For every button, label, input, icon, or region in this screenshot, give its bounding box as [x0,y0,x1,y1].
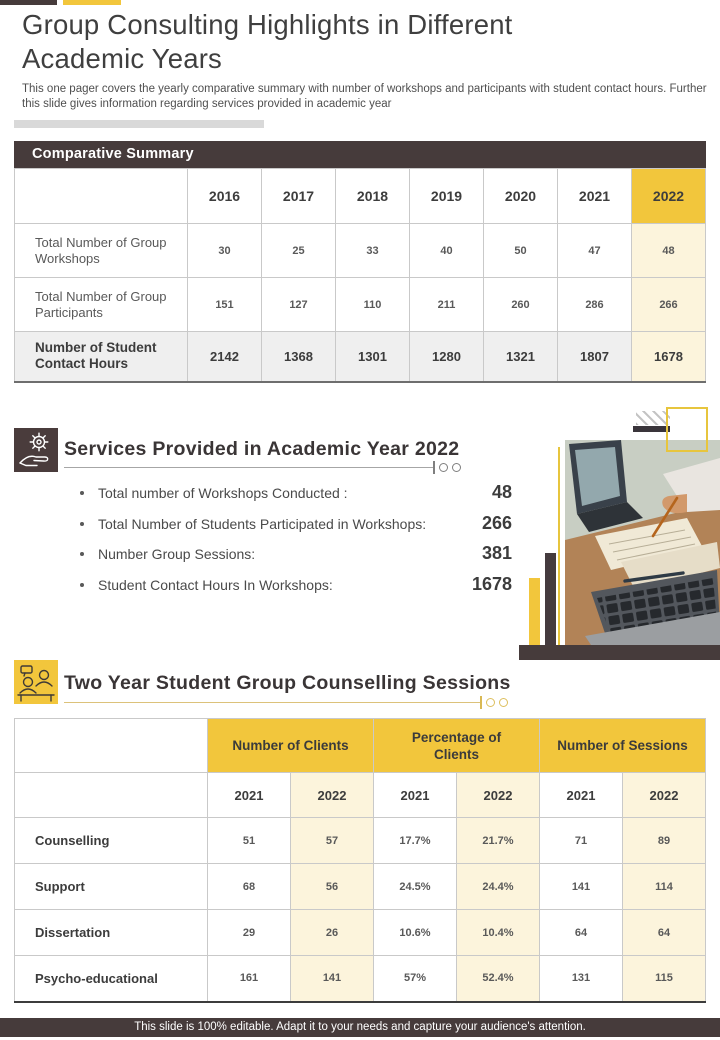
cell: 141 [540,864,623,910]
service-label: Student Contact Hours In Workshops: [98,576,333,593]
cell-highlighted: 21.7% [457,818,540,864]
year-header-highlighted: 2022 [457,773,540,818]
counselling-sessions-table [14,718,706,1003]
cell: 127 [262,278,336,332]
row-label: Total Number of Group Workshops [15,224,188,278]
group-header: Number of Sessions [540,719,706,773]
desk-workspace-photo [565,440,720,645]
list-item [72,573,512,607]
footer-note: This slide is 100% editable. Adapt it to your needs and capture your audience's attention. [0,1018,720,1037]
cell: 1321 [484,332,558,382]
page-subtitle: This one pager covers the yearly comparative summary with number of workshops and participants with student contact hours. Further this slide gives information regarding services provided in academic year [22,83,707,110]
cell-highlighted: 89 [623,818,706,864]
cell: 24.5% [374,864,457,910]
cell: 110 [336,278,410,332]
cell-highlighted: 10.4% [457,910,540,956]
service-label: Total number of Workshops Conducted : [98,485,348,501]
year-header: 2021 [374,773,457,818]
cell: 286 [558,278,632,332]
services-list [72,484,512,606]
service-value: 1678 [471,573,512,594]
corner-cell [15,169,188,224]
services-section-divider [64,461,461,474]
row-label: Total Number of Group Participants [15,278,188,332]
bullet-icon [80,522,84,526]
year-header: 2018 [336,169,410,224]
cell: 161 [208,956,291,1002]
list-item [72,512,512,546]
row-label: Dissertation [15,910,208,956]
table-row [15,910,706,956]
comparative-summary-header: Comparative Summary [14,141,706,168]
service-label: Total Number of Students Participated in Workshops: [98,515,427,532]
table-row [15,818,706,864]
year-header-highlighted: 2022 [291,773,374,818]
comparative-summary-table [14,141,706,383]
cell-highlighted: 57 [291,818,374,864]
counselling-people-icon [14,660,58,704]
dark-bar-decoration [545,553,556,645]
service-label: Number Group Sessions: [98,546,256,562]
cell-highlighted: 52.4% [457,956,540,1002]
cell: 2142 [188,332,262,382]
page-title: Group Consulting Highlights in Different Academic Years [22,9,513,74]
corner-accent-dark [0,0,57,5]
mini-bar-decoration [633,426,670,432]
gray-accent-bar [14,120,264,128]
service-value: 48 [491,482,512,502]
row-label: Counselling [15,818,208,864]
cell: 10.6% [374,910,457,956]
counselling-section-divider [64,696,508,709]
photo-base-bar [519,645,720,660]
cell: 1280 [410,332,484,382]
cell: 33 [336,224,410,278]
yellow-bar-decoration [529,578,540,645]
year-header-highlighted: 2022 [632,169,706,224]
cell: 17.7% [374,818,457,864]
row-label: Support [15,864,208,910]
cell: 30 [188,224,262,278]
group-header: Number of Clients [208,719,374,773]
cell: 25 [262,224,336,278]
cell: 51 [208,818,291,864]
cell-highlighted: 48 [632,224,706,278]
row-label: Psycho-educational [15,956,208,1002]
counselling-section-title: Two Year Student Group Counselling Sessions [64,672,511,694]
cell: 64 [540,910,623,956]
year-header: 2021 [558,169,632,224]
year-header: 2020 [484,169,558,224]
cell: 211 [410,278,484,332]
cell-highlighted: 1678 [632,332,706,382]
bullet-icon [80,491,84,495]
table-row [15,278,706,332]
list-item [72,545,512,576]
cell: 68 [208,864,291,910]
cell-highlighted: 266 [632,278,706,332]
corner-cell [15,773,208,818]
corner-accent-yellow [63,0,121,5]
table-row [15,864,706,910]
table-row [15,956,706,1002]
table-row [15,224,706,278]
cell: 1301 [336,332,410,382]
bullet-icon [80,552,84,556]
year-header: 2017 [262,169,336,224]
cell: 47 [558,224,632,278]
cell-highlighted: 56 [291,864,374,910]
cell: 151 [188,278,262,332]
cell: 40 [410,224,484,278]
cell: 71 [540,818,623,864]
cell: 1807 [558,332,632,382]
year-header: 2021 [540,773,623,818]
year-header-highlighted: 2022 [623,773,706,818]
year-header: 2021 [208,773,291,818]
cell: 260 [484,278,558,332]
bullet-icon [80,583,84,587]
cell-highlighted: 141 [291,956,374,1002]
corner-cell [15,719,208,773]
cell-highlighted: 26 [291,910,374,956]
year-header-row [15,169,706,224]
cell-highlighted: 115 [623,956,706,1002]
cell-highlighted: 64 [623,910,706,956]
cell-highlighted: 24.4% [457,864,540,910]
services-hand-gear-icon [14,428,58,472]
table-row [15,332,706,382]
group-header-row [15,719,706,773]
cell: 57% [374,956,457,1002]
service-value: 266 [481,512,512,533]
cell: 29 [208,910,291,956]
cell: 50 [484,224,558,278]
cell: 1368 [262,332,336,382]
yellow-line-decoration [558,447,560,645]
list-item [72,484,512,515]
service-value: 381 [481,543,512,563]
cell-highlighted: 114 [623,864,706,910]
group-header: Percentage of Clients [374,719,540,773]
hatch-decoration [636,411,670,425]
yellow-square-decoration [666,407,708,452]
year-header: 2016 [188,169,262,224]
row-label: Number of Student Contact Hours [15,332,188,382]
cell: 131 [540,956,623,1002]
year-header: 2019 [410,169,484,224]
services-section-title: Services Provided in Academic Year 2022 [64,438,460,460]
year-header-row [15,773,706,818]
